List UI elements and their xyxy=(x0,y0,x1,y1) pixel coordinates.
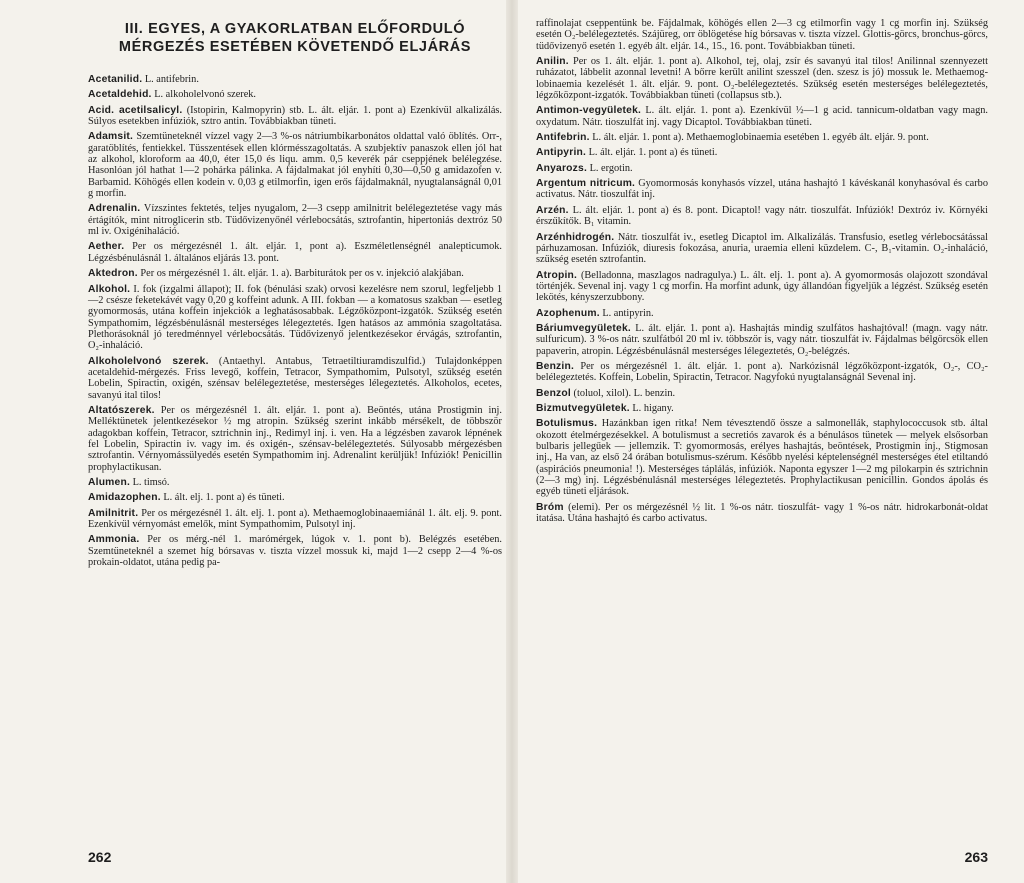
entry-term: Bizmutvegyületek. xyxy=(536,402,630,414)
dictionary-entry xyxy=(536,178,988,201)
entry-term: Arzénhidrogén. xyxy=(536,231,615,243)
dictionary-entry xyxy=(536,270,988,304)
entry-text: Per os mérgezésnél 1. ált. eljár. 1, pont a). Eszméletlenségnél analepticumok. Légzésbénulásnál 1. általános eljárás 13. pont. xyxy=(88,241,502,264)
entry-term: Anilin. xyxy=(536,56,569,68)
dictionary-entry xyxy=(536,132,988,143)
dictionary-entry xyxy=(536,502,988,525)
entry-text: Szemtüneteknél vízzel vagy 2—3 %-os nátriumbikarbonátos oldattal való öblítés. Orr-, garatöblítés, fentiekkel. Tüsszentések ellen klórmésszagoltatás. A szubjektív panaszok ellen jól hat az alkohol, kloroform aa 40,0, éter 15,0 és liqu. amm. 0,5 keverék pár cseppjének belélegzése. Hasonlóan jól hathat 1—2 pohárka pálinka. A fájdalmakat jól enyhíti 0,30—0,50 g amidazofen v. Barbamid. Köhögés ellen kodein v. 0,03 g etilmorfin, igen erős fájdalmaknál, nyugtalanságnál 0,01 g morfin. xyxy=(88,131,502,200)
dictionary-entry xyxy=(88,492,502,503)
entry-text: Per os mérg.-nél 1. marómérgek, lúgok v. 1. pont b). Belégzés esetében. Szemtüneteknél a szemet híg bórsavas v. tiszta vízzel mossuk ki, majd 1—2 csepp 2—4 %-os prokain-oldatot, utána pedig pa- xyxy=(88,534,502,569)
page-number-right: 263 xyxy=(964,849,988,865)
entry-text: Per os mérgezésnél 1. ált. elj. 1. pont a). Methaemoglobinaaemiánál 1. ált. elj. 9. pont. Ezenkívül vérnyomást emelők, mint Sympathomim, Pulsotyl inj. xyxy=(88,507,502,531)
entry-term: Alkoholelvonó szerek. xyxy=(88,355,209,367)
entry-text: L. ált. eljár. 1. pont a). Ezenkívül ½—1 g acid. tannicum-oldatban vagy magn. oxydatum. Nátr. tioszulfát inj. vagy Dicaptol. Továbbiakban tüneti. xyxy=(536,105,988,128)
entry-text: L. ált. eljár. 1. pont a). Methaemoglobinaemia esetében 1. egyéb ált. eljár. 9. pont. xyxy=(589,132,929,144)
dictionary-entry xyxy=(536,147,988,158)
dictionary-entry xyxy=(88,131,502,199)
entry-term: Altatószerek. xyxy=(88,404,155,416)
entry-text: (toluol, xilol). L. benzin. xyxy=(570,387,676,399)
entry-term: Botulismus. xyxy=(536,418,598,430)
dictionary-entry xyxy=(536,308,988,319)
dictionary-entry xyxy=(536,205,988,228)
entry-term: Acetanilid. xyxy=(88,74,143,85)
entry-text: Hazánkban igen ritka! Nem tévesztendő össze a salmonellák, staphylococcusok stb. által okozott ételmérgezésekkel. A botulismust a secretiós zavarok és a bénulásos tünetek — melyek elsősorban bulbaris jellegűek — jellemzik. T: gyomormosás, erélyes hashajtás, beöntések, Prostigmin inj., Stigmosan inj., Ha van, az első 24 órában botulismus-szérum. Később nyelési képtelenségnél mesterséges étel etiltandó (aspirációs pneumonia! !). Mesterséges táplálás, infúziók. Naponta egyszer 1—2 mg pilokarpin és sztrichnin (2—3 mg) inj. Légzésbénulásnál mesterséges lélegeztetés. Prophylactikusan penicillin. Gondos ápolás és egyéb tüneti eljárások. xyxy=(536,418,988,498)
entry-text: L. ált. eljár. 1. pont a) és 8. pont. Dicaptol! vagy nátr. tioszulfát. Infúziók! Dextróz iv. Környéki érszűkítők. B₁ vitamin. xyxy=(536,204,988,228)
entry-term: Azophenum. xyxy=(536,307,600,319)
entry-text: (Belladonna, maszlagos nadragulya.) L. ált. elj. 1. pont a). A gyomormosás olajozott szondával történjék. Sevenal inj. vagy 1 cg morfin. Ha morfint adunk, úgy állandóan figyeljük a légzést. Szükség esetén lekötés, kényszerzubbony. xyxy=(536,269,988,304)
entry-text: Nátr. tioszulfát iv., esetleg Dicaptol im. Alkalizálás. Transfusio, esetleg vérlebocsátással párhuzamosan. Infúziók, diuresis fokozása, anuria, uraemia elleni küzdelem. C-, B₁-vitamin. O₂-inhaláció, szükség esetén sztrofantin. xyxy=(536,231,988,266)
entry-text: Per os mérgezésnél 1. ált. eljár. 1. a). Barbiturátok per os v. injekció alakjában. xyxy=(137,268,464,280)
entry-text: L. antifebrin. xyxy=(142,74,199,85)
entry-text: L. ált. eljár. 1. pont a) és tüneti. xyxy=(586,147,718,159)
entry-term: Alumen. xyxy=(88,477,131,488)
entry-term: Alkohol. xyxy=(88,283,131,295)
dictionary-entry xyxy=(88,534,502,568)
dictionary-entry xyxy=(88,356,502,401)
entry-term: Amidazophen. xyxy=(88,492,161,504)
entry-term: Benzin. xyxy=(536,360,575,372)
dictionary-entry xyxy=(536,388,988,399)
right-entry-list xyxy=(536,18,988,524)
dictionary-entry xyxy=(88,268,502,279)
entry-term: Aktedron. xyxy=(88,268,138,280)
entry-term: Acetaldehid. xyxy=(88,89,152,101)
entry-text: (Istopirin, Kalmopyrin) stb. L. ált. eljár. 1. pont a) Ezenkívül alkalizálás. Súlyos esetekben infúziók, sztro antin. Továbbiakban tüneti. xyxy=(88,104,502,128)
entry-text: Per os mérgezésnél 1. ált. eljár. 1. pont a). Beöntés, utána Prostigmin inj. Melléktünetek jelentkezésekor ½ mg atropin. Szükség szerint inkább mérsékelt, de többször adagokban koffein, Tetracor, sztrichnin inj., Redimyl inj. i. ven. Ha a légzésben zavarok lépnének fel Lobelin, Spiractin iv. vagy im. és oxigén-, szénsav-belélegeztetés. Súlyosabb mérgezésben sztrofantin. Vérnyomássülyedés esetén Sympathomim inj. Adrenalint kerüljük! Infúziók! Penicillin prophylactikusan. xyxy=(88,404,502,473)
dictionary-entry xyxy=(536,361,988,384)
entry-text: L. antipyrin. xyxy=(599,307,654,319)
entry-text: (elemi). Per os mérgezésnél ½ lit. 1 %-os nátr. tioszulfát- vagy 1 %-os nátr. hidrokarbonát-oldat itatása. Utána hashajtó és carbo activatus. xyxy=(536,501,988,525)
dictionary-entry xyxy=(88,477,502,488)
dictionary-entry xyxy=(88,203,502,237)
entry-text: L. higany. xyxy=(629,402,674,414)
page-number-left: 262 xyxy=(88,849,112,865)
entry-term: Aether. xyxy=(88,241,125,253)
entry-text: L. ált. elj. 1. pont a) és tüneti. xyxy=(160,492,285,504)
dictionary-entry xyxy=(536,232,988,266)
dictionary-entry xyxy=(88,89,502,100)
entry-term: Benzol xyxy=(536,387,571,399)
entry-term: Amilnitrit. xyxy=(88,507,139,519)
entry-term: Acid. acetilsalicyl. xyxy=(88,104,183,116)
entry-term: Adrenalin. xyxy=(88,203,141,215)
entry-term: Antifebrin. xyxy=(536,132,590,144)
entry-text: Per os 1. ált. eljár. 1. pont a). Alkohol, tej, olaj, zsír és savanyú ital tilos! Anilinnal szennyezett ruházatot, lábbelit azonnal levetni! A bőrre került anilint szesszel (den. szesz is jó) mossuk le. Methaemoglobinaemia kezelését 1. ált. eljár. 9. pont. O₂-belélegeztetés. Szükség esetén mesterséges belélegeztetés, légzőközpont-izgatók. Továbbiakban tüneti (collapsus stb.). xyxy=(536,56,988,102)
entry-text: Vízszintes fektetés, teljes nyugalom, 2—3 csepp amilnitrit belélegeztetése vagy más értágítók, mint nitroglicerin stb. Tüdővizenyőnél vérlebocsátás, sztrofantin, hipertoniás dextróz 50 ml iv. Oxigénihaláció. xyxy=(88,203,502,238)
entry-term: Ammonia. xyxy=(88,534,140,546)
right-page xyxy=(512,0,1024,883)
entry-text: Gyomormosás konyhasós vízzel, utána hashajtó 1 kávéskanál konyhasóval és carbo activatus. Nátr. tioszulfát inj. xyxy=(536,178,988,201)
dictionary-entry xyxy=(536,18,988,52)
dictionary-entry xyxy=(88,241,502,264)
left-entry-list xyxy=(88,74,502,568)
entry-text: L. timsó. xyxy=(130,477,170,488)
entry-term: Antipyrin. xyxy=(536,147,587,159)
entry-term: Atropin. xyxy=(536,269,578,281)
dictionary-entry xyxy=(536,418,988,497)
entry-text: I. fok (izgalmi állapot); II. fok (bénulási szak) orvosi kezelésre nem szorul, legfeljebb 1—2 csésze feketekávét vagy 0,20 g koffeint adunk. A III. fokban — a komatosus szakban — esetleg gyomormosás, utána koffein injekciók a leghatásosabbak. Légzőközpont-izgatók. Szükség esetén Sympathomim, légzésbénulásnál mesterséges lélegeztetés. Igen hatásos az ammónia szagoltatása. Plethorásoknál jó teredménnyel vérlebocsátás. Tüdővizenyő jelentkezésekor érvágás, sztrofantin, O₂-inhaláció. xyxy=(88,283,502,352)
entry-text: (Antaethyl. Antabus, Tetraetiltiuramdiszulfid.) Tulajdonképpen acetaldehid-mérgezés. Friss levegő, koffein, Tetracor, Sympathomim, Pulsotyl, szükség esetén Lobelin, Spiractin, oxigén, szénsav belélegeztetése, mesterséges lélegeztetés. Alkoholos, ecetes, savanyú ital tilos! xyxy=(88,355,502,401)
dictionary-entry xyxy=(536,403,988,414)
dictionary-entry xyxy=(536,323,988,357)
dictionary-entry xyxy=(88,74,502,85)
chapter-title: III. EGYES, A GYAKORLATBAN ELŐFORDULÓ MÉRGEZÉS ESETÉBEN KÖVETENDŐ ELJÁRÁS xyxy=(118,21,472,55)
entry-term: Báriumvegyületek. xyxy=(536,322,631,334)
entry-text: L. alkoholelvonó szerek. xyxy=(151,89,256,101)
entry-term: Adamsit. xyxy=(88,131,134,143)
entry-term: Anyarozs. xyxy=(536,162,588,174)
dictionary-entry xyxy=(88,508,502,531)
entry-term: Bróm xyxy=(536,501,564,513)
dictionary-entry xyxy=(536,56,988,101)
entry-text: L. ált. eljár. 1. pont a). Hashajtás mindig szulfátos hashajtóval! (magn. vagy nátr. sulfuricum). 3 %-os nátr. szulfátból 20 ml iv. többször is, vagy nátr. tioszulfát iv. Fájdalmas bélgörcsök ellen papaverin, atropin. Légzésbénulásnál mesterséges lélegeztetés, O₂-belégzés. xyxy=(536,322,988,357)
entry-text: Per os mérgezésnél 1. ált. eljár. 1. pont a). Narkózisnál légzőközpont-izgatók, O₂-, CO₂-belélegeztetés. Koffein, Lobelin, Spiractin, Tetracor. Nagyfokú nyugtalanságnál Sevenal inj. xyxy=(536,360,988,384)
dictionary-entry xyxy=(88,284,502,352)
dictionary-entry xyxy=(88,105,502,128)
entry-text: raffinolajat cseppentünk be. Fájdalmak, köhögés ellen 2—3 cg etilmorfin vagy 1 cg morfin inj. Szükség esetén O₂-belélegeztetés. Szájüreg, orr öblögetése híg bórsavas v. tiszta vízzel. Glottis-görcs, bronchus-görcs, tüdővizenyő esetén 1. egyéb ált. eljár. 14., 15., 16. pont. Továbbiakban tüneti. xyxy=(536,18,988,52)
dictionary-entry xyxy=(536,163,988,174)
entry-text: L. ergotin. xyxy=(587,162,633,174)
dictionary-entry xyxy=(88,405,502,473)
entry-term: Argentum nitricum. xyxy=(536,178,636,190)
dictionary-entry xyxy=(536,105,988,128)
entry-term: Arzén. xyxy=(536,204,569,216)
entry-term: Antimon-vegyületek. xyxy=(536,105,642,117)
